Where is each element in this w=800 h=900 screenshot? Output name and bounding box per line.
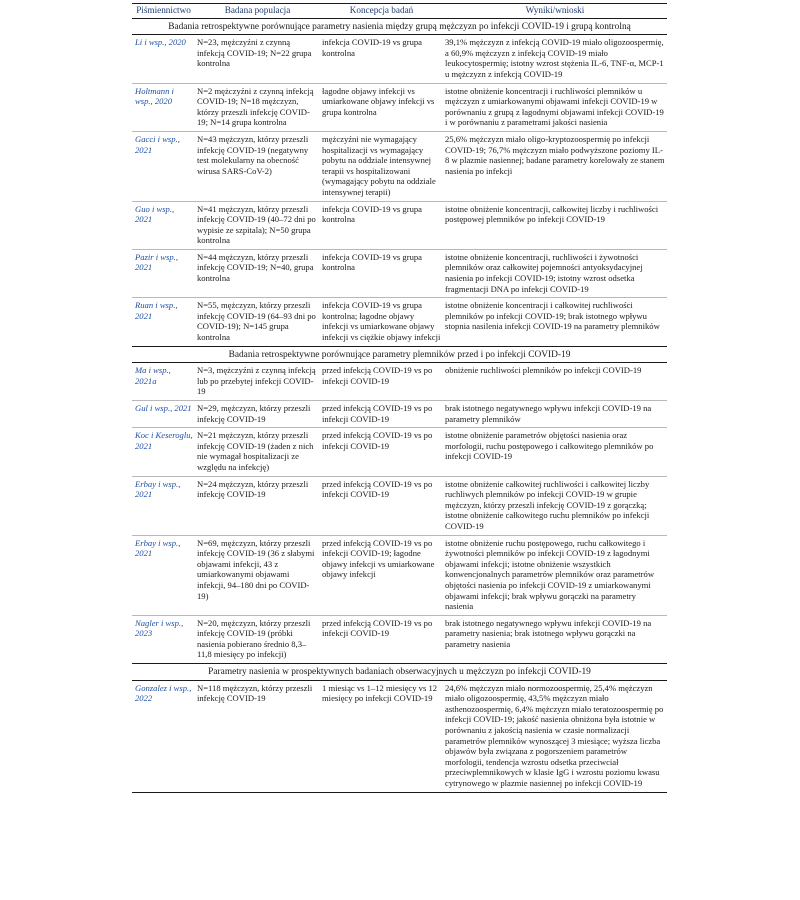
cell-population: N=69, mężczyzn, którzy przeszli infekcję COVID-19 (36 z słabymi objawami infekcji, 43 z umiarkowanymi objawami infekcji, 94–180 dni po COVID-19) xyxy=(195,535,320,615)
table-row xyxy=(132,535,667,615)
header-population: Badana populacja xyxy=(195,4,320,19)
section-header-row xyxy=(132,664,667,681)
cell-author: Holtmann i wsp., 2020 xyxy=(132,83,195,131)
cell-design: infekcja COVID-19 vs grupa kontrolna xyxy=(320,201,443,249)
table-row xyxy=(132,249,667,297)
table-row xyxy=(132,35,667,83)
cell-population: N=2 mężczyźni z czynną infekcją COVID-19; N=18 mężczyzn, którzy przeszli infekcję COVID-19; N=14 grupa kontrolna xyxy=(195,83,320,131)
cell-design: przed infekcją COVID-19 vs po infekcji COVID-19 xyxy=(320,615,443,663)
cell-results: istotne obniżenie ruchu postępowego, ruchu całkowitego i żywotności plemników po infekcji COVID-19 z łagodnymi objawami infekcji; istotne obniżenie wszystkich konwencjonalnych parametrów plemników oraz parametrów objętości nasienia po infekcji COVID-19 z umiarkowanymi objawami infekcji; brak wpływu gorączki na parametry nasienia xyxy=(443,535,667,615)
cell-population: N=20, mężczyzn, którzy przeszli infekcję COVID-19 (próbki nasienia pobierano średnio 8,3–11,8 miesięcy po infekcji) xyxy=(195,615,320,663)
table-row xyxy=(132,680,667,792)
cell-results: brak istotnego negatywnego wpływu infekcji COVID-19 na parametry nasienia; brak istotnego wpływu gorączki na parametry nasienia xyxy=(443,615,667,663)
header-results: Wyniki/wnioski xyxy=(443,4,667,19)
cell-results: istotne obniżenie całkowitej ruchliwości i całkowitej liczby ruchliwych plemników po infekcji COVID-19 w grupie mężczyzn, którzy przeszli infekcję COVID-19 z gorączką; istotne obniżenie całkowitego ruchu plemników po infekcji COVID-19 xyxy=(443,476,667,535)
cell-results: istotne obniżenie parametrów objętości nasienia oraz morfologii, ruchu postępowego i całkowitego plemników po infekcji COVID-19 xyxy=(443,428,667,476)
cell-population: N=118 mężczyzn, którzy przeszli infekcję COVID-19 xyxy=(195,680,320,792)
header-references: Piśmiennictwo xyxy=(132,4,195,19)
cell-author: Li i wsp., 2020 xyxy=(132,35,195,83)
cell-results: 25,6% mężczyzn miało oligo-kryptozoospermię po infekcji COVID-19; 76,7% mężczyzn miało podwyższone poziomy IL-8 w plazmie nasiennej; badane parametry korelowały ze stanem nasienia po infekcji xyxy=(443,131,667,201)
table-row xyxy=(132,131,667,201)
cell-design: przed infekcją COVID-19 vs po infekcji COVID-19; łagodne objawy infekcji vs umiarkowane objawy infekcji xyxy=(320,535,443,615)
cell-design: przed infekcją COVID-19 vs po infekcji COVID-19 xyxy=(320,363,443,401)
section-title: Badania retrospektywne porównujące parametry plemników przed i po infekcji COVID-19 xyxy=(132,346,667,363)
cell-results: brak istotnego negatywnego wpływu infekcji COVID-19 na parametry plemników xyxy=(443,401,667,428)
cell-author: Gul i wsp., 2021 xyxy=(132,401,195,428)
cell-population: N=24 mężczyzn, którzy przeszli infekcję COVID-19 xyxy=(195,476,320,535)
table-row xyxy=(132,201,667,249)
cell-results: istotne obniżenie koncentracji i ruchliwości plemników u mężczyzn z umiarkowanymi objawami infekcji COVID-19 w porównaniu z grupą z łagodnymi objawami infekcji COVID-19 i w porównaniu z parametrami jakości nasienia xyxy=(443,83,667,131)
cell-results: 24,6% mężczyzn miało normozoospermię, 25,4% mężczyzn miało oligozoospermię, 43,5% mężczyzn miało asthenozoospermię, 6,4% mężczyzn miało teratozoospermię po infekcji COVID-19; jakość nasienia obniżona była istotnie w porównaniu z jakością nasienia w czasie normalizacji parametrów plemników wynoszącej 3 miesiące; wyższa liczba objawów była związana z pogorszeniem parametrów morfologii, tendencja wzrostu odsetka przeciwciał przeciwplemnikowych w klasie IgG i wzrostu poziomu kwasu cytrynowego w plazmie nasiennej po infekcji COVID-19 xyxy=(443,680,667,792)
results-table xyxy=(132,3,667,793)
cell-design: przed infekcją COVID-19 vs po infekcji COVID-19 xyxy=(320,428,443,476)
cell-population: N=43 mężczyzn, którzy przeszli infekcję COVID-19 (negatywny test molekularny na obecność wirusa SARS-CoV-2) xyxy=(195,131,320,201)
header-design: Koncepcja badań xyxy=(320,4,443,19)
section-header-row xyxy=(132,18,667,35)
section-title: Parametry nasienia w prospektywnych badaniach obserwacyjnych u mężczyzn po infekcji COVID-19 xyxy=(132,664,667,681)
cell-author: Gacci i wsp., 2021 xyxy=(132,131,195,201)
cell-population: N=44 mężczyzn, którzy przeszli infekcję COVID-19; N=40, grupa kontrolna xyxy=(195,249,320,297)
cell-results: istotne obniżenie koncentracji, całkowitej liczby i ruchliwości postępowej plemników po infekcji COVID-19 xyxy=(443,201,667,249)
cell-results: istotne obniżenie koncentracji, ruchliwości i żywotności plemników oraz całkowitej pojemności antyoksydacyjnej nasienia po infekcji COVID-19; istotny wzrost odsetka fragmentacji DNA po infekcji COVID-19 xyxy=(443,249,667,297)
cell-author: Koc i Keseroglu, 2021 xyxy=(132,428,195,476)
cell-population: N=41 mężczyzn, którzy przeszli infekcję COVID-19 (40–72 dni po wypisie ze szpitala); N=50 grupa kontrolna xyxy=(195,201,320,249)
table-row xyxy=(132,401,667,428)
cell-population: N=29, mężczyzn, którzy przeszli infekcję COVID-19 xyxy=(195,401,320,428)
cell-population: N=3, mężczyźni z czynną infekcją lub po przebytej infekcji COVID-19 xyxy=(195,363,320,401)
section-title: Badania retrospektywne porównujące parametry nasienia między grupą mężczyzn po infekcji COVID-19 i grupą kontrolną xyxy=(132,18,667,35)
cell-author: Erbay i wsp., 2021 xyxy=(132,476,195,535)
cell-author: Guo i wsp., 2021 xyxy=(132,201,195,249)
table-row xyxy=(132,615,667,663)
table-row xyxy=(132,298,667,346)
cell-author: Nagler i wsp., 2023 xyxy=(132,615,195,663)
cell-population: N=23, mężczyźni z czynną infekcją COVID-19; N=22 grupa kontrolna xyxy=(195,35,320,83)
cell-design: przed infekcją COVID-19 vs po infekcji COVID-19 xyxy=(320,401,443,428)
table-container xyxy=(132,3,667,793)
table-row xyxy=(132,363,667,401)
cell-population: N=55, mężczyzn, którzy przeszli infekcję COVID-19 (64–93 dni po COVID-19); N=145 grupa kontrolna xyxy=(195,298,320,346)
cell-results: 39,1% mężczyzn z infekcją COVID-19 miało oligozoospermię, a 60,9% mężczyzn z infekcją COVID-19 miało leukocytospermię; istotny wzrost stężenia IL-6, TNF-α, MCP-1 u mężczyzn z infekcją COVID-19 xyxy=(443,35,667,83)
cell-design: infekcja COVID-19 vs grupa kontrolna; łagodne objawy infekcji vs umiarkowane objawy infekcji vs ciężkie objawy infekcji xyxy=(320,298,443,346)
cell-population: N=21 mężczyzn, którzy przeszli infekcję COVID-19 (żaden z nich nie wymagał hospitalizacji ze względu na infekcję) xyxy=(195,428,320,476)
table-row xyxy=(132,83,667,131)
cell-author: Erbay i wsp., 2021 xyxy=(132,535,195,615)
table-row xyxy=(132,476,667,535)
cell-author: Ruan i wsp., 2021 xyxy=(132,298,195,346)
section-header-row xyxy=(132,346,667,363)
cell-results: obniżenie ruchliwości plemników po infekcji COVID-19 xyxy=(443,363,667,401)
cell-design: mężczyźni nie wymagający hospitalizacji vs wymagający pobytu na oddziale intensywnej terapii vs hospitalizowani (wymagający pobytu na oddziale intensywnej terapii) xyxy=(320,131,443,201)
cell-design: infekcja COVID-19 vs grupa kontrolna xyxy=(320,35,443,83)
cell-author: Ma i wsp., 2021a xyxy=(132,363,195,401)
cell-design: 1 miesiąc vs 1–12 miesięcy vs 12 miesięcy po infekcji COVID-19 xyxy=(320,680,443,792)
cell-design: infekcja COVID-19 vs grupa kontrolna xyxy=(320,249,443,297)
cell-author: Gonzalez i wsp., 2022 xyxy=(132,680,195,792)
cell-author: Pazir i wsp., 2021 xyxy=(132,249,195,297)
cell-design: przed infekcją COVID-19 vs po infekcji COVID-19 xyxy=(320,476,443,535)
table-header-row xyxy=(132,4,667,19)
table-row xyxy=(132,428,667,476)
cell-results: istotne obniżenie koncentracji i całkowitej ruchliwości plemników po infekcji COVID-19; brak istotnego wpływu stopnia nasilenia infekcji COVID-19 na parametry plemników xyxy=(443,298,667,346)
cell-design: łagodne objawy infekcji vs umiarkowane objawy infekcji vs grupa kontrolna xyxy=(320,83,443,131)
table-body xyxy=(132,18,667,792)
